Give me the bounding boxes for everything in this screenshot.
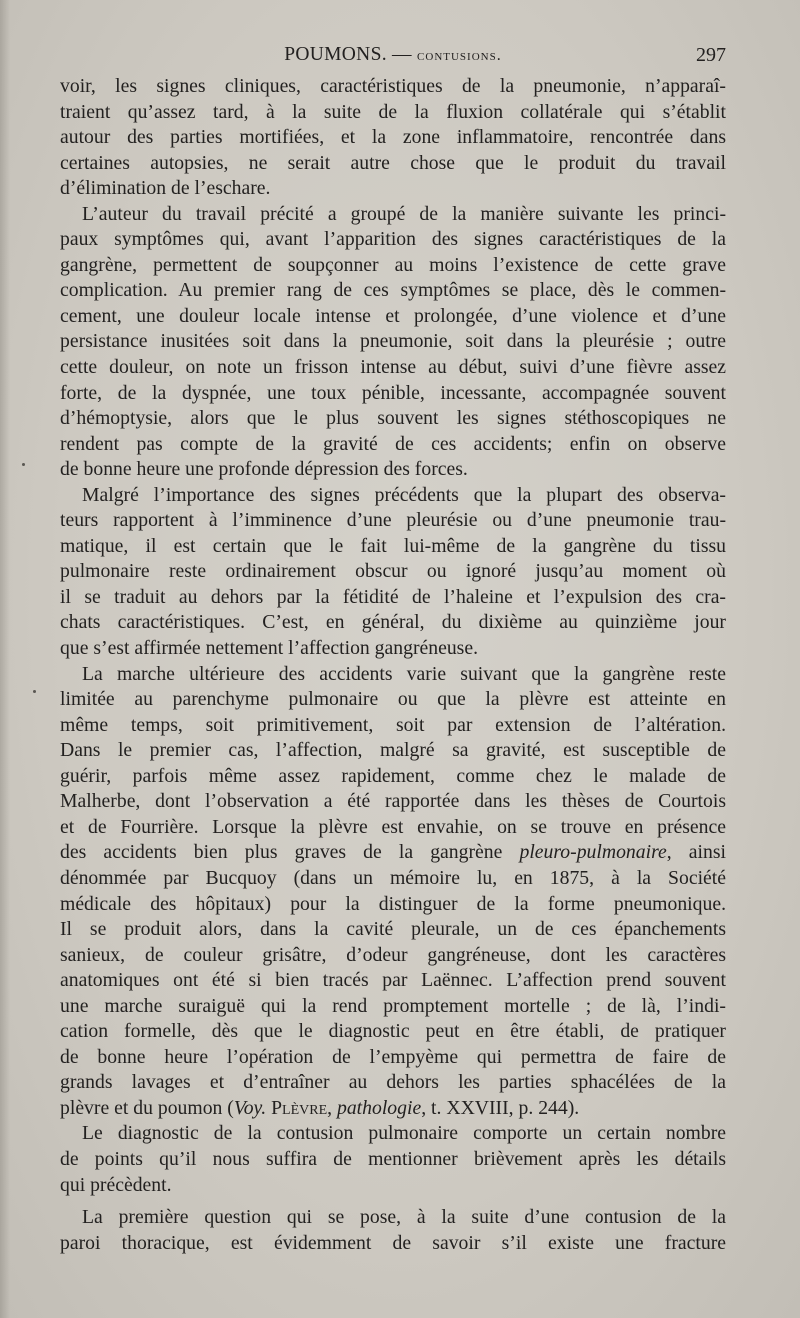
paragraph (60, 1205, 726, 1256)
italic-term: Voy. (233, 1096, 267, 1119)
text-line: persistance inusitées soit dans la pneumonie, soit dans la pleurésie ; outre (60, 330, 726, 353)
page-gutter-shadow (0, 0, 10, 1318)
small-caps-term: Plèvre (271, 1096, 328, 1119)
paragraph (60, 483, 726, 662)
text-line: médicale des hôpitaux) pour la distinguer de la forme pneumonique. (60, 892, 726, 915)
paragraph-gap (60, 1198, 726, 1205)
text-line: La marche ultérieure des accidents varie suivant que la gangrène reste (82, 662, 726, 685)
text-line: il se traduit au dehors par la fétidité de l’haleine et l’expulsion des cra- (60, 585, 726, 608)
paragraph (60, 74, 726, 202)
text-line: pulmonaire reste ordinairement obscur ou ignoré jusqu’au moment où (60, 560, 726, 583)
text-line: plèvre et du poumon (Voy. Plèvre, pathologie, t. XXVIII, p. 244). (60, 1096, 580, 1119)
paper-speck (22, 463, 25, 466)
running-title-main: POUMONS. — (284, 44, 412, 65)
text-line: de points qu’il nous suffira de mentionner brièvement après les détails (60, 1147, 726, 1170)
text-line: paroi thoracique, est évidemment de savoir s’il existe une fracture (60, 1231, 726, 1254)
running-title-section: contusions. (417, 47, 502, 64)
text-line: même temps, soit primitivement, soit par extension de l’altération. (60, 713, 726, 736)
paragraph (60, 1121, 726, 1198)
text-line: La première question qui se pose, à la suite d’une contusion de la (82, 1206, 726, 1229)
text-line: sanieux, de couleur grisâtre, d’odeur gangréneuse, dont les caractères (60, 943, 726, 966)
text-line: d’hémoptysie, alors que le plus souvent les signes stéthoscopiques ne (60, 407, 726, 430)
text-line: guérir, parfois même assez rapidement, comme chez le malade de (60, 764, 726, 787)
text-line: rendent pas compte de la gravité de ces accidents; enfin on observe (60, 432, 726, 455)
text-line: que s’est affirmée nettement l’affection gangréneuse. (60, 637, 478, 660)
text-line: Il se produit alors, dans la cavité pleurale, un de ces épanchements (60, 918, 726, 941)
text-line: L’auteur du travail précité a groupé de la manière suivante les princi- (82, 202, 726, 225)
text-line: chats caractéristiques. C’est, en général, du dixième au quinzième jour (60, 611, 726, 634)
text-line: qui précèdent. (60, 1173, 172, 1196)
text-line: et de Fourrière. Lorsque la plèvre est envahie, on se trouve en présence (60, 815, 726, 838)
text-line: dénommée par Bucquoy (dans un mémoire lu, en 1875, à la Société (60, 866, 726, 889)
text-line: cation formelle, dès que le diagnostic peut en être établi, de pratiquer (60, 1020, 726, 1043)
text-line: cette douleur, on note un frisson intense au début, suivi d’une fièvre assez (60, 356, 726, 379)
text-line: de bonne heure une profonde dépression des forces. (60, 458, 468, 481)
italic-term: pleuro-pulmonaire (519, 841, 667, 864)
text-line: Le diagnostic de la contusion pulmonaire comporte un certain nombre (82, 1122, 726, 1145)
text-line: grands lavages et d’entraîner au dehors les parties sphacélées de la (60, 1071, 726, 1094)
text-line: teurs rapportent à l’imminence d’une pleurésie ou d’une pneumonie trau- (60, 509, 726, 532)
text-line: cement, une douleur locale intense et prolongée, d’une violence et d’une (60, 304, 726, 327)
text-line: matique, il est certain que le fait lui-même de la gangrène du tissu (60, 534, 726, 557)
text-line: une marche suraiguë qui la rend promptement mortelle ; de là, l’indi- (60, 994, 726, 1017)
text-line: voir, les signes cliniques, caractéristiques de la pneumonie, n’apparaî- (60, 75, 726, 97)
text-line: des accidents bien plus graves de la gangrène pleuro-pulmonaire, ainsi (60, 841, 726, 864)
text-line: de bonne heure l’opération de l’empyème qui permettra de faire de (60, 1045, 726, 1068)
text-line: Malherbe, dont l’observation a été rapportée dans les thèses de Courtois (60, 790, 726, 813)
paper-speck (33, 690, 36, 693)
running-title (60, 44, 726, 66)
paragraph (60, 662, 726, 1122)
text-line: Malgré l’importance des signes précédents que la plupart des observa- (82, 483, 726, 506)
running-header (60, 44, 726, 70)
italic-term: pathologie (336, 1096, 422, 1119)
text-line: autour des parties mortifiées, et la zone inflammatoire, rencontrée dans (60, 126, 726, 149)
text-line: d’élimination de l’eschare. (60, 177, 271, 200)
text-line: limitée au parenchyme pulmonaire ou que la plèvre est atteinte en (60, 688, 726, 711)
text-line: Dans le premier cas, l’affection, malgré sa gravité, est susceptible de (60, 739, 726, 762)
page-number: 297 (696, 44, 726, 66)
text-line: paux symptômes qui, avant l’apparition des signes caractéristiques de la (60, 228, 726, 251)
text-line: forte, de la dyspnée, une toux pénible, incessante, accompagnée souvent (60, 381, 726, 404)
text-line: gangrène, permettent de soupçonner au moins l’existence de cette grave (60, 253, 726, 276)
text-line: complication. Au premier rang de ces symptômes se place, dès le commen- (60, 279, 726, 302)
paragraph (60, 202, 726, 483)
text-line: anatomiques ont été si bien tracés par Laënnec. L’affection prend souvent (60, 969, 726, 992)
text-line: traient qu’assez tard, à la suite de la fluxion collatérale qui s’établit (60, 100, 726, 123)
body-text (60, 74, 726, 1256)
text-line: certaines autopsies, ne serait autre chose que le produit du travail (60, 151, 726, 174)
